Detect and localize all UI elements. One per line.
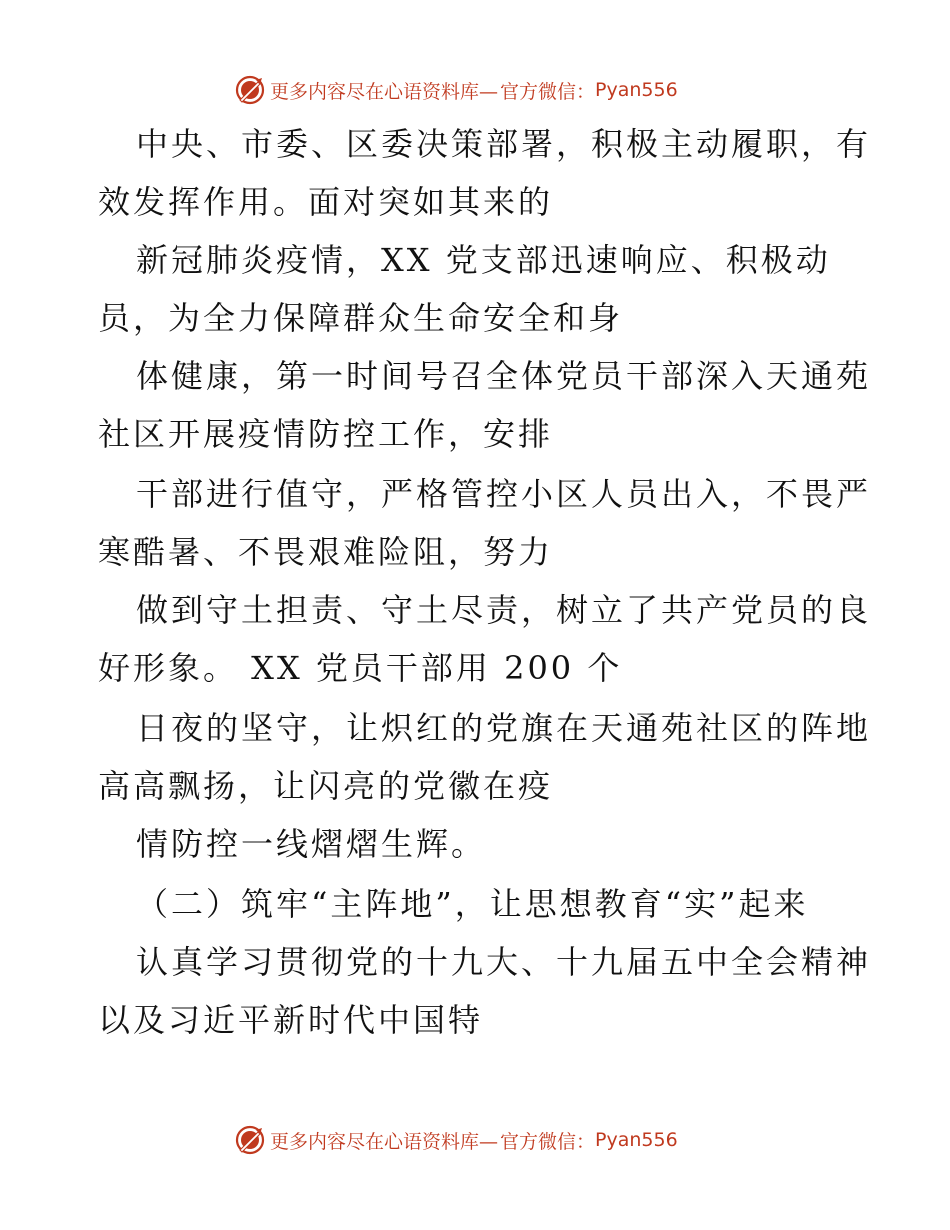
body-line: 新冠肺炎疫情，XX 党支部迅速响应、积极动: [136, 241, 831, 279]
body-line: 效发挥作用。面对突如其来的: [98, 183, 554, 221]
footer-banner: [0, 1120, 950, 1160]
body-line: 中央、市委、区委决策部署，积极主动履职，有: [136, 125, 872, 163]
banner-wechat-id: Pyan556: [595, 1129, 678, 1151]
banner-wechat-label: 官方微信：: [500, 1130, 596, 1153]
body-line: 社区开展疫情防控工作，安排: [98, 415, 554, 453]
feather-pen-logo-icon: [234, 74, 266, 106]
section-heading: （二）筑牢“主阵地”，让思想教育“实”起来: [136, 885, 809, 923]
body-line: 寒酷暑、不畏艰难险阻，努力: [98, 533, 554, 571]
body-line: 高高飘扬，让闪亮的党徽在疫: [98, 767, 554, 805]
banner-content: [234, 1124, 678, 1156]
body-line: 认真学习贯彻党的十九大、十九届五中全会精神: [136, 943, 872, 981]
banner-wechat-label: 官方微信：: [500, 80, 596, 103]
body-line: 以及习近平新时代中国特: [98, 1001, 484, 1039]
feather-pen-logo-icon: [234, 1124, 266, 1156]
body-line: 员，为全力保障群众生命安全和身: [98, 299, 624, 337]
body-line: 好形象。 XX 党员干部用 200 个: [98, 649, 623, 687]
header-banner: [0, 70, 950, 110]
body-line: 体健康，第一时间号召全体党员干部深入天通苑: [136, 357, 872, 395]
body-line: 干部进行值守，严格管控小区人员出入，不畏严: [136, 475, 872, 513]
body-line: 情防控一线熠熠生辉。: [136, 825, 487, 863]
banner-content: [234, 74, 678, 106]
banner-text: 更多内容尽在心语资料库—: [270, 80, 499, 103]
banner-text: 更多内容尽在心语资料库—: [270, 1130, 499, 1153]
body-line: 日夜的坚守，让炽红的党旗在天通苑社区的阵地: [136, 709, 872, 747]
banner-wechat-id: Pyan556: [595, 79, 678, 101]
body-line: 做到守土担责、守土尽责，树立了共产党员的良: [136, 591, 872, 629]
